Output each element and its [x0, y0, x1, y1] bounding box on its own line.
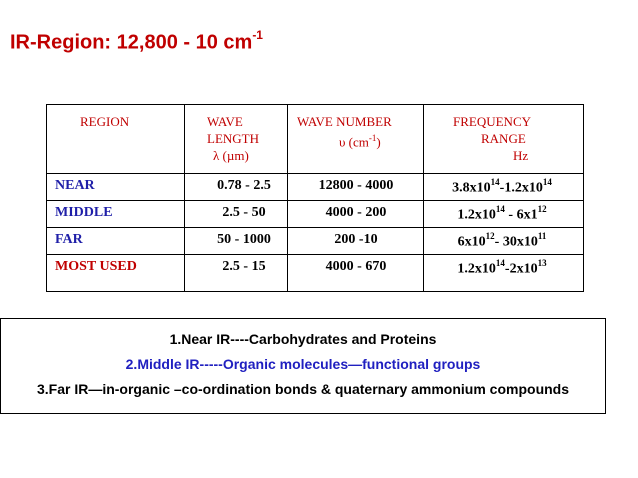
header-region: REGION — [80, 114, 130, 129]
table-row — [47, 174, 583, 200]
wavelength-cell: 0.78 - 2.5 — [217, 178, 271, 193]
wavelength-cell: 2.5 - 15 — [222, 259, 266, 274]
wavenumber-cell: 200 -10 — [334, 232, 378, 247]
slide-title: IR-Region: 12,800 - 10 $cm^{-1}$ — [10, 28, 263, 54]
table-row — [47, 255, 583, 281]
header-frequency-range: FREQUENCY RANGE Hz — [453, 114, 532, 163]
wavelength-cell: 2.5 - 50 — [222, 205, 266, 220]
note-near-ir: 1.Near IR----Carbohydrates and Proteins — [169, 331, 437, 347]
notes-box — [0, 318, 606, 414]
wavelength-cell: 50 - 1000 — [217, 232, 271, 247]
frequency-cell: $1.2x10^{14} - 6x1^{12}$ — [457, 204, 547, 223]
region-cell: NEAR — [55, 178, 95, 193]
frequency-cell: $6x10^{12}-$ $30x10^{11}$ — [457, 231, 547, 250]
wavenumber-cell: 12800 - 4000 — [318, 178, 394, 193]
title-exponent: -1 — [252, 28, 263, 42]
region-cell: MOST USED — [55, 259, 137, 274]
note-far-ir: 3.Far IR—in-organic –co-ordination bonds & quaternary ammonium compounds — [36, 381, 570, 397]
table-row — [47, 201, 583, 227]
wavenumber-cell: 4000 - 200 — [325, 205, 387, 220]
ir-region-table — [46, 104, 584, 292]
region-cell: MIDDLE — [55, 205, 113, 220]
header-wavenumber: WAVE NUMBER υ $(cm^{-1})$ — [297, 114, 392, 150]
region-cell: FAR — [55, 232, 83, 247]
wavenumber-cell: 4000 - 670 — [325, 259, 387, 274]
frequency-cell: $1.2x10^{14}-2x10^{13}$ — [457, 258, 547, 277]
frequency-cell: $3.8x10^{14}-1.2x10^{14}$ — [452, 177, 552, 196]
note-middle-ir: 2.Middle IR-----Organic molecules—functional groups — [125, 356, 481, 372]
table-row — [47, 228, 583, 254]
header-wavelength: WAVE LENGTH λ (µm) — [207, 114, 259, 163]
